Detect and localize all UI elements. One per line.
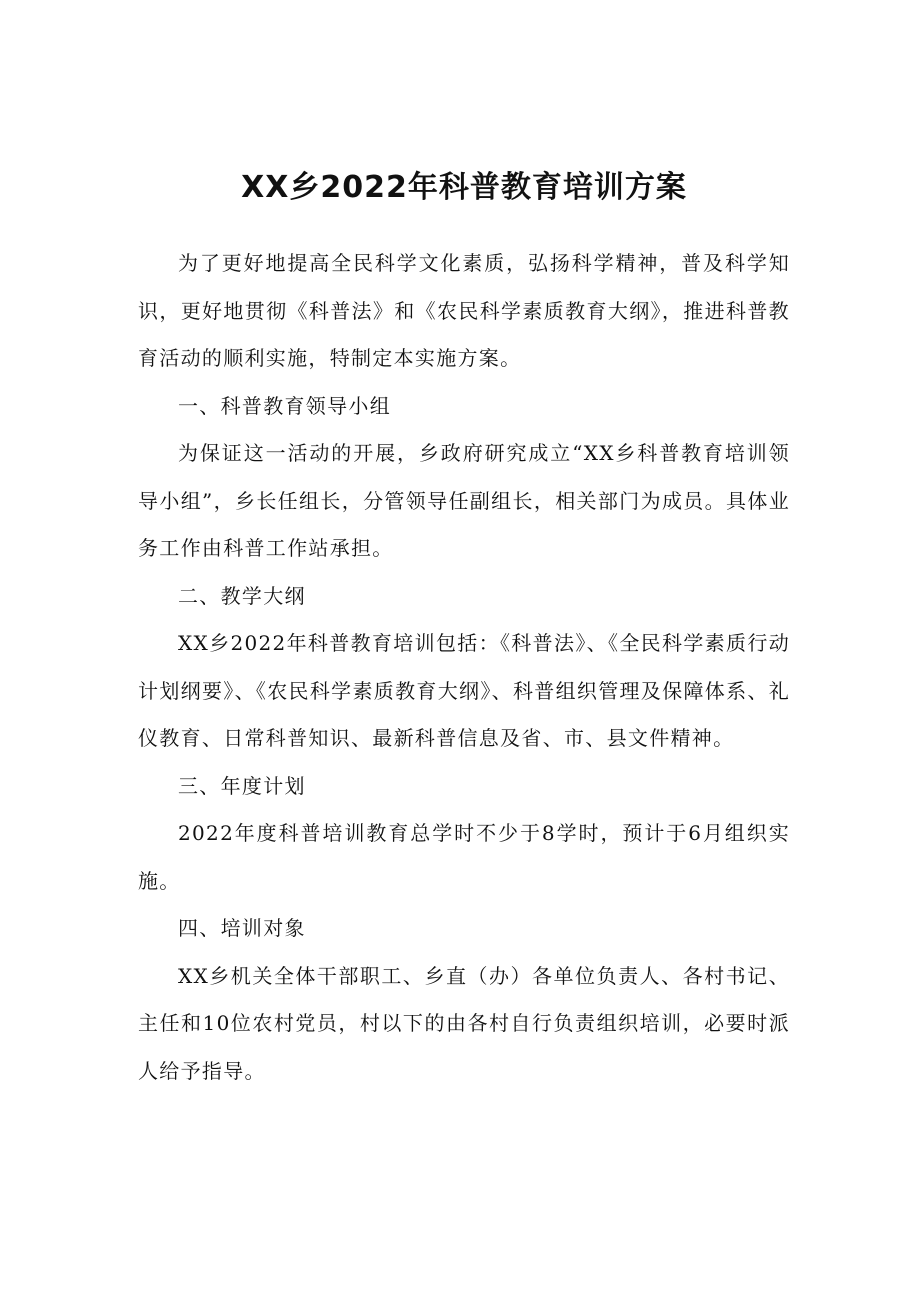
section-body-leadership: 为保证这一活动的开展，乡政府研究成立“XX乡科普教育培训领导小组”，乡长任组长，分管领导任副组长，相关部门为成员。具体业务工作由科普工作站承担。 — [138, 441, 790, 560]
section-heading-trainees: 四、培训对象 — [178, 916, 306, 940]
intro-paragraph: 为了更好地提高全民科学文化素质，弘扬科学精神，普及科学知识，更好地贯彻《科普法》和《农民科学素质教育大纲》，推进科普教育活动的顺利实施，特制定本实施方案。 — [138, 251, 790, 370]
section-heading-leadership: 一、科普教育领导小组 — [178, 393, 391, 418]
section-body-trainees: XX乡机关全体干部职工、乡直（办）各单位负责人、各村书记、主任和10位农村党员，村以下的由各村自行负责组织培训，必要时派人给予指导。 — [138, 963, 790, 1083]
section-body-syllabus: XX乡2022年科普教育培训包括：《科普法》、《全民科学素质行动计划纲要》、《农民科学素质教育大纲》、科普组织管理及保障体系、礼仪教育、日常科普知识、最新科普信息及省、市、县文件精神。 — [138, 631, 790, 750]
section-heading-annual-plan: 三、年度计划 — [178, 773, 306, 798]
section-body-annual-plan: 2022年度科普培训教育总学时不少于8学时，预计于6月组织实施。 — [138, 821, 790, 893]
document-title: XX乡2022年科普教育培训方案 — [241, 170, 687, 205]
section-heading-syllabus: 二、教学大纲 — [178, 583, 306, 608]
